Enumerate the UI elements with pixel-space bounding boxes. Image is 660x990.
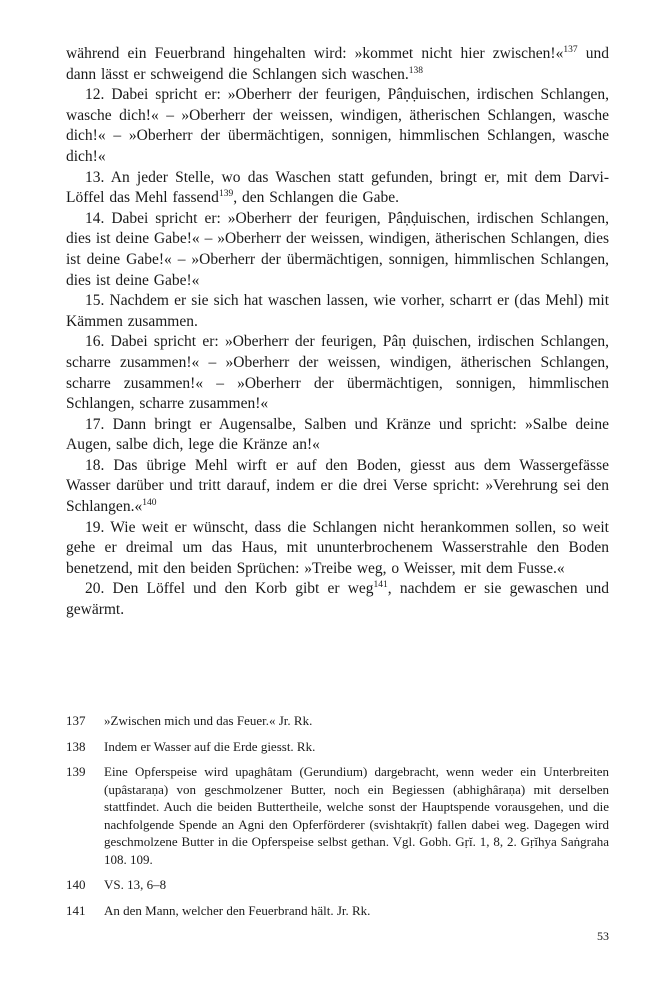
footnotes-section [66,712,609,927]
footnote-number: 137 [66,713,86,728]
footnote-text: Eine Opferspeise wird upaghâtam (Gerundium) dargebracht, wenn weder ein Unterbreiten (upâstaraṇa) von geschmolzener Butter, noch ein Begiessen (abhighâraṇa) mit derselben stattfindet. Auch die beiden Buttertheile, welche sonst der Hauptspende vorausgehen, und die nachfolgende Spende an Agni den Opferförderer (svishtakṛĭt) fallen dabei weg. Dagegen wird geschmolzene Butter in die Opferspeise selbst gethan. Vgl. Gobh. Gṛĭ. 1, 8, 2. Gṛĭhya Saṅgraha 108. 109. [104,764,609,867]
footnote-text: Indem er Wasser auf die Erde giesst. Rk. [104,738,316,754]
footnote [66,876,609,894]
footnote-ref: 140 [142,497,157,508]
paragraph: 19. Wie weit er wünscht, dass die Schlangen nicht herankommen sollen, so weit gehe er dreimal um das Haus, mit ununterbrochenem Wasserstrahle den Boden benetzend, mit den beiden Sprüchen: »Treibe weg, o Weisser, mit dem Fusse.« [66,518,609,577]
footnote-ref: 137 [563,44,578,55]
paragraph: 17. Dann bringt er Augensalbe, Salben und Kränze und spricht: »Salbe deine Augen, salbe dich, lege die Kränze an!« [66,415,609,454]
footnote [66,712,609,730]
main-text-block [66,44,609,621]
paragraph: 13. An jeder Stelle, wo das Waschen statt gefunden, bringt er, mit dem Darvi-Löffel das Mehl fassend$^{139}$, den Schlangen die Gabe. [66,168,609,207]
footnote-text: An den Mann, welcher den Feuerbrand hält. Jr. Rk. [104,902,371,918]
paragraph: während ein Feuerbrand hingehalten wird: »kommet nicht hier zwischen!«$^{137}$ und dann lässt er schweigend die Schlangen sich waschen.$^{138}$ [66,44,609,83]
footnote-ref: 139 [218,189,234,199]
paragraph: 14. Dabei spricht er: »Oberherr der feurigen, Pâṇḍuischen, irdischen Schlangen, dies ist deine Gabe!« – »Oberherr der weissen, windigen, ätherischen Schlangen, dies ist deine Gabe!« – »Oberherr der übermächtigen, sonnigen, himmlischen Schlangen, dies ist deine Gabe!« [66,209,609,289]
footnote-number: 139 [66,764,86,779]
footnote [66,902,609,920]
footnote-text: VS. 13, 6–8 [104,877,167,892]
paragraph: 15. Nachdem er sie sich hat waschen lassen, wie vorher, scharrt er (das Mehl) mit Kämmen zusammen. [66,292,609,330]
footnote-number: 141 [66,902,86,918]
footnote [66,738,609,756]
page-number: 53 [597,929,609,943]
footnote-ref: 138 [408,65,423,76]
paragraph: 18. Das übrige Mehl wirft er auf den Boden, giesst aus dem Wassergefässe Wasser darüber und tritt darauf, indem er die drei Verse spricht: »Verehrung sei den Schlangen.«$^{140}$ [66,456,609,516]
footnote [66,763,609,868]
paragraph: 20. Den Löffel und den Korb gibt er weg$^{141}$, nachdem er sie gewaschen und gewärmt. [66,580,609,619]
paragraph: 16. Dabei spricht er: »Oberherr der feurigen, Pâṇ ḍuischen, irdischen Schlangen, scharre zusammen!« – »Oberherr der weissen, windigen, ätherischen Schlangen, scharre zusammen!« – »Oberherr der übermächtigen, sonnigen, himmlischen Schlangen, scharre zusammen!« [66,333,609,413]
paragraph: 12. Dabei spricht er: »Oberherr der feurigen, Pâṇḍuischen, irdischen Schlangen, wasche dich!« – »Oberherr der weissen, windigen, ätherischen Schlangen, wasche dich!« – »Oberherr der übermächtigen, sonnigen, himmlischen Schlangen, wasche dich!« [66,86,609,165]
footnote-ref: 141 [373,580,388,591]
footnote-number: 140 [66,877,86,892]
footnote-number: 138 [66,738,86,754]
footnote-text: »Zwischen mich und das Feuer.« Jr. Rk. [104,713,313,728]
